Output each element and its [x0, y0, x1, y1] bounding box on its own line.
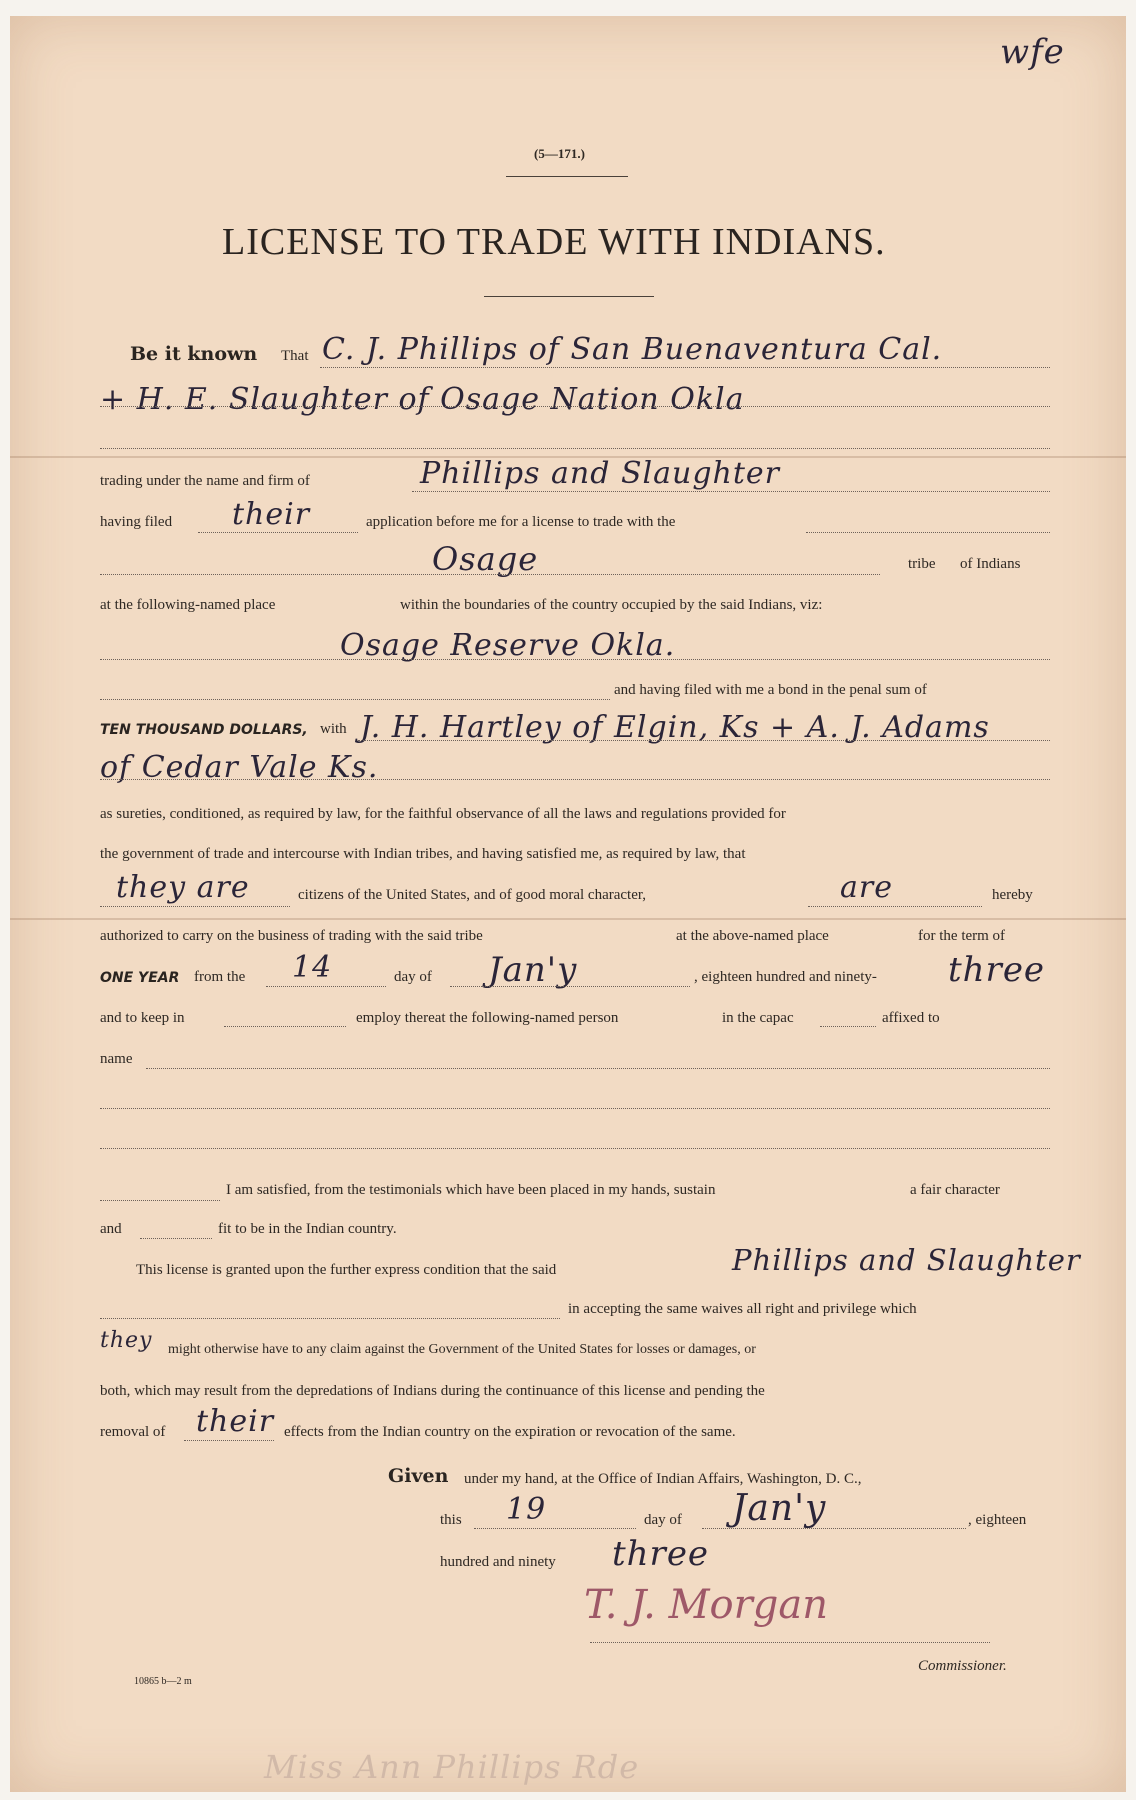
day-of-label: day of [394, 969, 432, 985]
start-day: 14 [292, 950, 333, 985]
line-dots [100, 779, 1050, 780]
commissioner-label: Commissioner. [918, 1658, 1007, 1674]
both-text: both, which may result from the depredations of Indians during the continuance of this license and pending the [100, 1383, 765, 1399]
line-dots [100, 574, 880, 575]
of-indians-label: of Indians [960, 556, 1021, 572]
and-label: and [100, 1221, 122, 1237]
line-dots [412, 491, 1050, 492]
issue-day: 19 [506, 1492, 547, 1527]
year-word: three [948, 950, 1046, 990]
be-it-known: Be it known [130, 343, 258, 365]
fold-crease-lower [10, 918, 1126, 920]
name-label: name [100, 1051, 133, 1067]
affixed-to-text: affixed to [882, 1010, 940, 1026]
pronoun-their: their [232, 497, 311, 532]
line-dots [590, 1642, 990, 1643]
bond-amount: TEN THOUSAND DOLLARS, [100, 722, 308, 738]
line-dots [474, 1528, 636, 1529]
line-dots [100, 1318, 560, 1319]
from-the-label: from the [194, 969, 246, 985]
line-dots [702, 1528, 966, 1529]
they-are: they are [116, 870, 250, 905]
line-dots [140, 1238, 212, 1239]
given-label: Given [388, 1465, 449, 1487]
satisfied-text: I am satisfied, from the testimonials which have been placed in my hands, sustain [226, 1182, 716, 1198]
line-dots [320, 367, 1050, 368]
their-hw: their [196, 1404, 275, 1439]
traders-line-2: + H. E. Slaughter of Osage Nation Okla [100, 382, 745, 417]
sureties-text: as sureties, conditioned, as required by law, for the faithful observance of all the laws and regulations provided for [100, 806, 786, 822]
fair-character-text: a fair character [910, 1182, 1000, 1198]
line-dots [358, 740, 1050, 741]
fit-text: fit to be in the Indian country. [218, 1221, 397, 1237]
line-dots [100, 1200, 220, 1201]
start-month: Jan'y [488, 950, 578, 990]
issue-month: Jan'y [732, 1488, 827, 1529]
title-ornament [484, 296, 654, 297]
line-dots [808, 906, 982, 907]
condition-text: This license is granted upon the further express condition that the said [136, 1262, 557, 1278]
eighteen-closing: , eighteen [968, 1512, 1027, 1528]
eighteen-text: , eighteen hundred and ninety- [694, 969, 877, 985]
condition-firm: Phillips and Slaughter [732, 1243, 1081, 1277]
hundred-ninety: hundred and ninety [440, 1554, 556, 1570]
sureties-line-1: J. H. Hartley of Elgin, Ks + A. J. Adams [360, 710, 990, 745]
one-year: ONE YEAR [100, 970, 180, 986]
with-label: with [320, 721, 347, 737]
hereby-label: hereby [992, 887, 1033, 903]
line-dots [100, 906, 290, 907]
citizens-text: citizens of the United States, and of good moral character, [298, 887, 647, 903]
keep-in-label: and to keep in [100, 1010, 185, 1026]
tribe-name: Osage [432, 540, 539, 578]
are-word: are [840, 870, 893, 905]
line-dots [100, 406, 1050, 407]
line-dots [146, 1068, 1050, 1069]
line-dots [100, 1148, 1050, 1149]
faded-note: Miss Ann Phillips Rde [264, 1748, 640, 1786]
for-term-text: for the term of [918, 928, 1006, 944]
boundaries-text: within the boundaries of the country occupied by the said Indians, viz: [400, 597, 823, 613]
they-hw: they [100, 1328, 153, 1353]
above-place-text: at the above-named place [676, 928, 829, 944]
application-text: application before me for a license to trade with the [366, 514, 676, 530]
issue-year-word: three [612, 1534, 710, 1574]
line-dots [266, 986, 386, 987]
accepting-text: in accepting the same waives all right and privilege which [568, 1301, 917, 1317]
this-label: this [440, 1512, 462, 1528]
government-text: the government of trade and intercourse with Indian tribes, and having satisfied me, as required by law, that [100, 846, 746, 862]
tribe-label: tribe [908, 556, 936, 572]
line-dots [100, 448, 1050, 449]
document-title: LICENSE TO TRADE WITH INDIANS. [222, 221, 886, 263]
removal-of-label: removal of [100, 1424, 166, 1440]
corner-mark: wfe [1000, 32, 1065, 72]
might-text: might otherwise have to any claim against the Government of the United States for losses or damages, or [168, 1342, 756, 1357]
number-rule [506, 176, 628, 177]
authorized-text: authorized to carry on the business of trading with the said tribe [100, 928, 483, 944]
line-dots [184, 1440, 274, 1441]
line-dots [100, 659, 1050, 660]
in-capac-text: in the capac [722, 1010, 794, 1026]
line-dots [820, 1026, 876, 1027]
having-filed-label: having filed [100, 514, 173, 530]
line-dots [806, 532, 1050, 533]
bond-text: and having filed with me a bond in the penal sum of [614, 682, 927, 698]
line-dots [100, 1108, 1050, 1109]
form-number: (5—171.) [534, 146, 585, 161]
place: Osage Reserve Okla. [340, 628, 676, 663]
given-text: under my hand, at the Office of Indian Affairs, Washington, D. C., [464, 1471, 862, 1487]
trading-under-label: trading under the name and firm of [100, 473, 310, 489]
employ-text: employ thereat the following-named person [356, 1010, 619, 1026]
line-dots [224, 1026, 346, 1027]
sureties-line-2: of Cedar Vale Ks. [100, 750, 379, 785]
print-code: 10865 b—2 m [134, 1676, 192, 1687]
effects-text: effects from the Indian country on the expiration or revocation of the same. [284, 1424, 736, 1440]
following-place-label: at the following-named place [100, 597, 276, 613]
traders-line-1: C. J. Phillips of San Buenaventura Cal. [322, 332, 943, 367]
line-dots [100, 699, 610, 700]
line-dots [450, 986, 690, 987]
line-dots [198, 532, 358, 533]
firm-name: Phillips and Slaughter [420, 456, 780, 491]
day-of-closing: day of [644, 1512, 682, 1528]
commissioner-signature: T. J. Morgan [584, 1582, 828, 1628]
that-label: That [281, 348, 309, 364]
